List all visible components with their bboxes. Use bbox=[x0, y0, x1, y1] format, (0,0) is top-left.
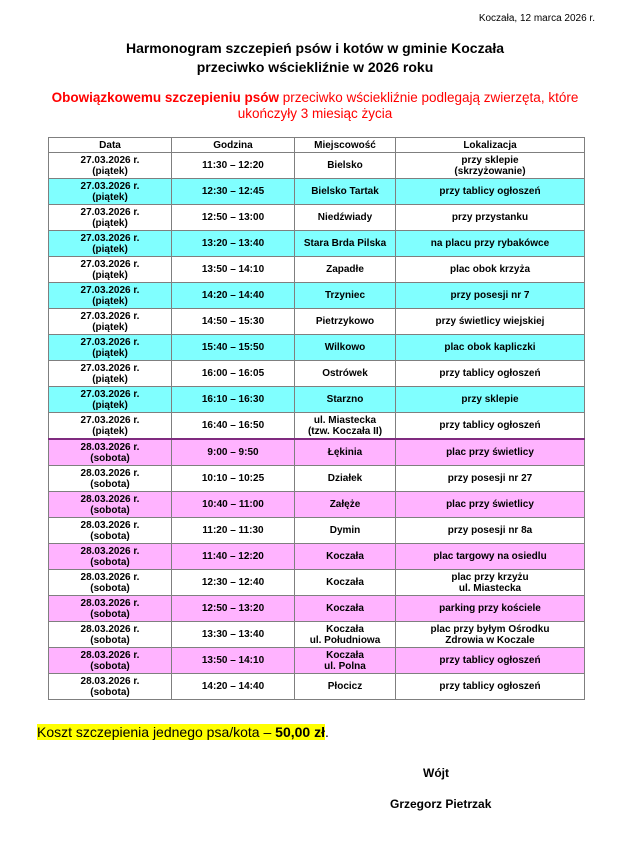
cell-time-line: 13:50 – 14:10 bbox=[201, 264, 265, 275]
cell-date bbox=[49, 387, 172, 413]
table-row bbox=[49, 153, 585, 179]
cell-place-line: Stara Brda Pilska bbox=[303, 238, 387, 249]
table-row bbox=[49, 283, 585, 309]
cell-place-line: Koczała bbox=[326, 649, 364, 661]
cell-time bbox=[172, 544, 295, 570]
table-row bbox=[49, 544, 585, 570]
cell-place bbox=[295, 361, 396, 387]
cell-time bbox=[172, 231, 295, 257]
cell-place bbox=[295, 309, 396, 335]
cell-location bbox=[396, 466, 585, 492]
cell-date-line: 27.03.2026 r. bbox=[80, 206, 140, 218]
cell-date-line: 27.03.2026 r. bbox=[80, 180, 140, 192]
cell-time bbox=[172, 648, 295, 674]
cell-place-line: Starzno bbox=[326, 394, 364, 405]
cell-date bbox=[49, 205, 172, 231]
cell-date-line: 27.03.2026 r. bbox=[80, 258, 140, 270]
cost-line bbox=[37, 724, 329, 740]
cell-place-line: ul. Miastecka bbox=[313, 414, 377, 426]
cell-date-line: 28.03.2026 r. bbox=[80, 623, 140, 635]
cell-place-line: Ostrówek bbox=[322, 368, 368, 379]
cell-time-line: 10:10 – 10:25 bbox=[201, 473, 265, 484]
cell-date-line: (piątek) bbox=[92, 191, 128, 203]
table-row bbox=[49, 492, 585, 518]
cell-time-line: 15:40 – 15:50 bbox=[201, 342, 265, 353]
cell-date bbox=[49, 466, 172, 492]
cell-place bbox=[295, 570, 396, 596]
cell-time-line: 10:40 – 11:00 bbox=[202, 499, 264, 510]
cell-place-line: Pietrzykowo bbox=[315, 316, 375, 327]
cost-highlight bbox=[37, 724, 325, 740]
cell-date-line: 28.03.2026 r. bbox=[80, 571, 140, 583]
cell-date-line: 27.03.2026 r. bbox=[80, 336, 140, 348]
cell-place bbox=[295, 596, 396, 622]
notice-bold: Obowiązkowemu szczepieniu psów bbox=[51, 90, 279, 105]
cell-date bbox=[49, 231, 172, 257]
cell-date-line: 28.03.2026 r. bbox=[80, 675, 140, 687]
cell-time bbox=[172, 622, 295, 648]
table-row bbox=[49, 596, 585, 622]
signature-name: Grzegorz Pietrzak bbox=[390, 797, 492, 811]
cell-date bbox=[49, 648, 172, 674]
cell-place-line: Koczała bbox=[326, 551, 364, 562]
cell-location-line: Zdrowia w Koczale bbox=[445, 634, 535, 646]
cell-location-line: przy posesji nr 8a bbox=[447, 525, 533, 536]
cell-location-line: przy tablicy ogłoszeń bbox=[439, 681, 541, 692]
cell-place bbox=[295, 413, 396, 440]
cell-date-line: (piątek) bbox=[92, 243, 128, 255]
cell-place-line: Załęże bbox=[329, 499, 361, 510]
cell-time-line: 16:40 – 16:50 bbox=[201, 420, 265, 431]
table-row bbox=[49, 309, 585, 335]
cell-time-line: 13:20 – 13:40 bbox=[201, 238, 265, 249]
cell-location bbox=[396, 153, 585, 179]
cell-date-line: (piątek) bbox=[92, 217, 128, 229]
cell-location bbox=[396, 413, 585, 440]
vaccination-notice bbox=[30, 90, 600, 122]
cell-time bbox=[172, 466, 295, 492]
cell-time-line: 14:20 – 14:40 bbox=[201, 290, 265, 301]
cell-time bbox=[172, 439, 295, 466]
cell-date bbox=[49, 492, 172, 518]
header-date: Data bbox=[49, 138, 172, 153]
table-row bbox=[49, 622, 585, 648]
notice-line-2: ukończyły 3 miesiąc życia bbox=[237, 106, 393, 121]
cell-time bbox=[172, 361, 295, 387]
document-title bbox=[0, 39, 630, 77]
cell-date-line: (sobota) bbox=[90, 686, 130, 698]
table-row bbox=[49, 361, 585, 387]
cell-time bbox=[172, 596, 295, 622]
cell-time-line: 11:40 – 12:20 bbox=[202, 551, 264, 562]
cell-date bbox=[49, 361, 172, 387]
cell-place bbox=[295, 153, 396, 179]
cell-place-line: Niedźwiady bbox=[317, 212, 373, 223]
cell-place bbox=[295, 205, 396, 231]
cell-time bbox=[172, 309, 295, 335]
cell-location-line: plac przy świetlicy bbox=[446, 447, 534, 458]
cell-time bbox=[172, 205, 295, 231]
cell-time-line: 12:50 – 13:20 bbox=[201, 603, 265, 614]
cell-place-line: (tzw. Koczała II) bbox=[307, 425, 383, 437]
cell-place bbox=[295, 439, 396, 466]
cell-date-line: 27.03.2026 r. bbox=[80, 388, 140, 400]
cell-location bbox=[396, 674, 585, 700]
cell-date-line: (sobota) bbox=[90, 582, 130, 594]
cell-time bbox=[172, 335, 295, 361]
cell-time-line: 13:50 – 14:10 bbox=[201, 655, 265, 666]
cell-date-line: 28.03.2026 r. bbox=[80, 597, 140, 609]
cell-place bbox=[295, 283, 396, 309]
cell-location bbox=[396, 309, 585, 335]
cell-date-line: 28.03.2026 r. bbox=[80, 519, 140, 531]
cell-time bbox=[172, 570, 295, 596]
cell-date-line: (piątek) bbox=[92, 165, 128, 177]
cell-time-line: 11:30 – 12:20 bbox=[202, 160, 264, 171]
cell-date bbox=[49, 596, 172, 622]
cell-place-line: Koczała bbox=[326, 623, 364, 635]
cell-place-line: Łękinia bbox=[327, 447, 363, 458]
cell-date-line: 28.03.2026 r. bbox=[80, 493, 140, 505]
cell-location-line: przy świetlicy wiejskiej bbox=[435, 316, 545, 327]
cell-date-line: 27.03.2026 r. bbox=[80, 310, 140, 322]
cell-date-line: (piątek) bbox=[92, 321, 128, 333]
place-date: Koczała, 12 marca 2026 r. bbox=[478, 13, 595, 24]
cell-time bbox=[172, 413, 295, 440]
cell-date-line: (piątek) bbox=[92, 373, 128, 385]
cell-place-line: Zapadłe bbox=[326, 264, 364, 275]
cell-location bbox=[396, 648, 585, 674]
cell-location bbox=[396, 518, 585, 544]
cell-place bbox=[295, 179, 396, 205]
header-location: Lokalizacja bbox=[396, 138, 585, 153]
cell-date bbox=[49, 674, 172, 700]
cell-place bbox=[295, 231, 396, 257]
cell-location-line: przy tablicy ogłoszeń bbox=[439, 368, 541, 379]
cell-location-line: (skrzyżowanie) bbox=[454, 165, 526, 177]
cell-location-line: przy przystanku bbox=[451, 212, 529, 223]
cell-time bbox=[172, 283, 295, 309]
cell-time-line: 9:00 – 9:50 bbox=[207, 447, 259, 458]
header-place: Miejscowość bbox=[295, 138, 396, 153]
cell-location bbox=[396, 544, 585, 570]
cell-date-line: (piątek) bbox=[92, 295, 128, 307]
cell-location bbox=[396, 283, 585, 309]
cell-place-line: ul. Południowa bbox=[309, 634, 381, 646]
cell-place-line: Działek bbox=[327, 473, 363, 484]
cell-place-line: Koczała bbox=[326, 577, 364, 588]
title-line-1: Harmonogram szczepień psów i kotów w gminie Koczała bbox=[125, 40, 505, 56]
cell-place-line: Dymin bbox=[329, 525, 361, 536]
table-row bbox=[49, 335, 585, 361]
table-row bbox=[49, 257, 585, 283]
cell-place bbox=[295, 492, 396, 518]
cell-location-line: plac przy krzyżu bbox=[451, 571, 529, 583]
cell-location bbox=[396, 622, 585, 648]
cell-date bbox=[49, 622, 172, 648]
cell-location-line: parking przy kościele bbox=[439, 603, 541, 614]
cost-suffix: . bbox=[324, 724, 329, 740]
cell-date-line: 28.03.2026 r. bbox=[80, 545, 140, 557]
cell-date-line: (piątek) bbox=[92, 269, 128, 281]
cell-time-line: 14:20 – 14:40 bbox=[201, 681, 265, 692]
cell-location-line: plac obok kapliczki bbox=[444, 342, 536, 353]
cell-place bbox=[295, 335, 396, 361]
cell-time-line: 16:00 – 16:05 bbox=[201, 368, 265, 379]
table-row bbox=[49, 413, 585, 440]
cell-date-line: 27.03.2026 r. bbox=[80, 232, 140, 244]
cell-date bbox=[49, 570, 172, 596]
cell-date-line: 27.03.2026 r. bbox=[80, 154, 140, 166]
cell-location bbox=[396, 335, 585, 361]
cell-date bbox=[49, 283, 172, 309]
cell-location-line: przy tablicy ogłoszeń bbox=[439, 186, 541, 197]
header-time: Godzina bbox=[172, 138, 295, 153]
cell-date-line: (sobota) bbox=[90, 530, 130, 542]
cell-location-line: przy tablicy ogłoszeń bbox=[439, 420, 541, 431]
cell-date-line: 27.03.2026 r. bbox=[80, 362, 140, 374]
cell-place-line: Koczała bbox=[326, 603, 364, 614]
cell-date-line: (sobota) bbox=[90, 634, 130, 646]
cell-date bbox=[49, 179, 172, 205]
table-row bbox=[49, 205, 585, 231]
signature-role: Wójt bbox=[423, 766, 449, 780]
table-row bbox=[49, 466, 585, 492]
cell-location bbox=[396, 205, 585, 231]
cost-text: Koszt szczepienia jednego psa/kota – bbox=[37, 724, 276, 740]
table-row bbox=[49, 179, 585, 205]
cell-date-line: (piątek) bbox=[92, 399, 128, 411]
cell-location bbox=[396, 231, 585, 257]
cell-location-line: plac targowy na osiedlu bbox=[433, 551, 547, 562]
cell-time bbox=[172, 387, 295, 413]
cell-date-line: 28.03.2026 r. bbox=[80, 441, 140, 453]
cell-time bbox=[172, 153, 295, 179]
cell-time-line: 12:30 – 12:40 bbox=[201, 577, 265, 588]
cell-date-line: 27.03.2026 r. bbox=[80, 284, 140, 296]
cell-place bbox=[295, 257, 396, 283]
schedule-body bbox=[49, 153, 585, 700]
cell-location bbox=[396, 492, 585, 518]
cell-date-line: (sobota) bbox=[90, 556, 130, 568]
cell-date-line: 28.03.2026 r. bbox=[80, 649, 140, 661]
cell-location-line: przy posesji nr 27 bbox=[447, 473, 533, 484]
cell-location-line: plac przy byłym Ośrodku bbox=[430, 623, 550, 635]
cell-place bbox=[295, 648, 396, 674]
cell-time-line: 14:50 – 15:30 bbox=[201, 316, 265, 327]
table-row bbox=[49, 518, 585, 544]
cell-time-line: 12:50 – 13:00 bbox=[201, 212, 265, 223]
table-row bbox=[49, 231, 585, 257]
cell-date-line: (sobota) bbox=[90, 478, 130, 490]
cell-place bbox=[295, 674, 396, 700]
title-line-2: przeciwko wściekliźnie w 2026 roku bbox=[196, 59, 434, 75]
cell-location bbox=[396, 257, 585, 283]
cell-date bbox=[49, 309, 172, 335]
cell-place bbox=[295, 387, 396, 413]
table-row bbox=[49, 570, 585, 596]
cell-place-line: Trzyniec bbox=[324, 290, 366, 301]
cell-time bbox=[172, 492, 295, 518]
table-header-row bbox=[49, 138, 585, 153]
cell-location-line: przy sklepie bbox=[461, 394, 519, 405]
cell-location bbox=[396, 570, 585, 596]
cell-date bbox=[49, 413, 172, 440]
table-row bbox=[49, 439, 585, 466]
cell-date-line: 28.03.2026 r. bbox=[80, 467, 140, 479]
cell-place-line: Wilkowo bbox=[324, 342, 366, 353]
cell-date bbox=[49, 518, 172, 544]
cell-location-line: przy sklepie bbox=[461, 154, 519, 166]
cell-location-line: plac obok krzyża bbox=[449, 264, 531, 275]
cell-date bbox=[49, 153, 172, 179]
cell-location bbox=[396, 179, 585, 205]
cell-place-line: Bielsko bbox=[327, 160, 363, 171]
cell-date-line: (piątek) bbox=[92, 347, 128, 359]
cell-date bbox=[49, 439, 172, 466]
cell-location-line: plac przy świetlicy bbox=[446, 499, 534, 510]
cell-time bbox=[172, 257, 295, 283]
cell-date-line: (sobota) bbox=[90, 660, 130, 672]
notice-rest: przeciwko wściekliźnie podlegają zwierzęta, które bbox=[278, 90, 579, 105]
cell-place-line: Bielsko Tartak bbox=[311, 186, 379, 197]
cell-date-line: (sobota) bbox=[90, 504, 130, 516]
cell-place-line: Płocicz bbox=[327, 681, 363, 692]
schedule-table bbox=[48, 137, 585, 700]
cell-date-line: (piątek) bbox=[92, 425, 128, 437]
cell-time bbox=[172, 518, 295, 544]
cell-date-line: 27.03.2026 r. bbox=[80, 414, 140, 426]
cell-time-line: 12:30 – 12:45 bbox=[201, 186, 265, 197]
cell-date-line: (sobota) bbox=[90, 452, 130, 464]
cell-place bbox=[295, 466, 396, 492]
table-row bbox=[49, 387, 585, 413]
cell-date bbox=[49, 544, 172, 570]
cell-date bbox=[49, 335, 172, 361]
cell-location bbox=[396, 361, 585, 387]
cell-time-line: 13:30 – 13:40 bbox=[201, 629, 265, 640]
cell-place bbox=[295, 544, 396, 570]
cell-location bbox=[396, 596, 585, 622]
table-row bbox=[49, 674, 585, 700]
table-row bbox=[49, 648, 585, 674]
cell-date-line: (sobota) bbox=[90, 608, 130, 620]
cell-location-line: ul. Miastecka bbox=[458, 582, 522, 594]
cost-amount: 50,00 zł bbox=[275, 724, 325, 740]
cell-location-line: na placu przy rybakówce bbox=[430, 238, 550, 249]
cell-location bbox=[396, 387, 585, 413]
cell-date bbox=[49, 257, 172, 283]
cell-location-line: przy posesji nr 7 bbox=[450, 290, 530, 301]
cell-location bbox=[396, 439, 585, 466]
cell-location-line: przy tablicy ogłoszeń bbox=[439, 655, 541, 666]
cell-place-line: ul. Polna bbox=[324, 660, 366, 672]
notice-line-1 bbox=[30, 90, 600, 106]
cell-place bbox=[295, 622, 396, 648]
cell-time-line: 11:20 – 11:30 bbox=[202, 525, 264, 536]
cell-time bbox=[172, 674, 295, 700]
cell-time-line: 16:10 – 16:30 bbox=[201, 394, 265, 405]
cell-place bbox=[295, 518, 396, 544]
cell-time bbox=[172, 179, 295, 205]
